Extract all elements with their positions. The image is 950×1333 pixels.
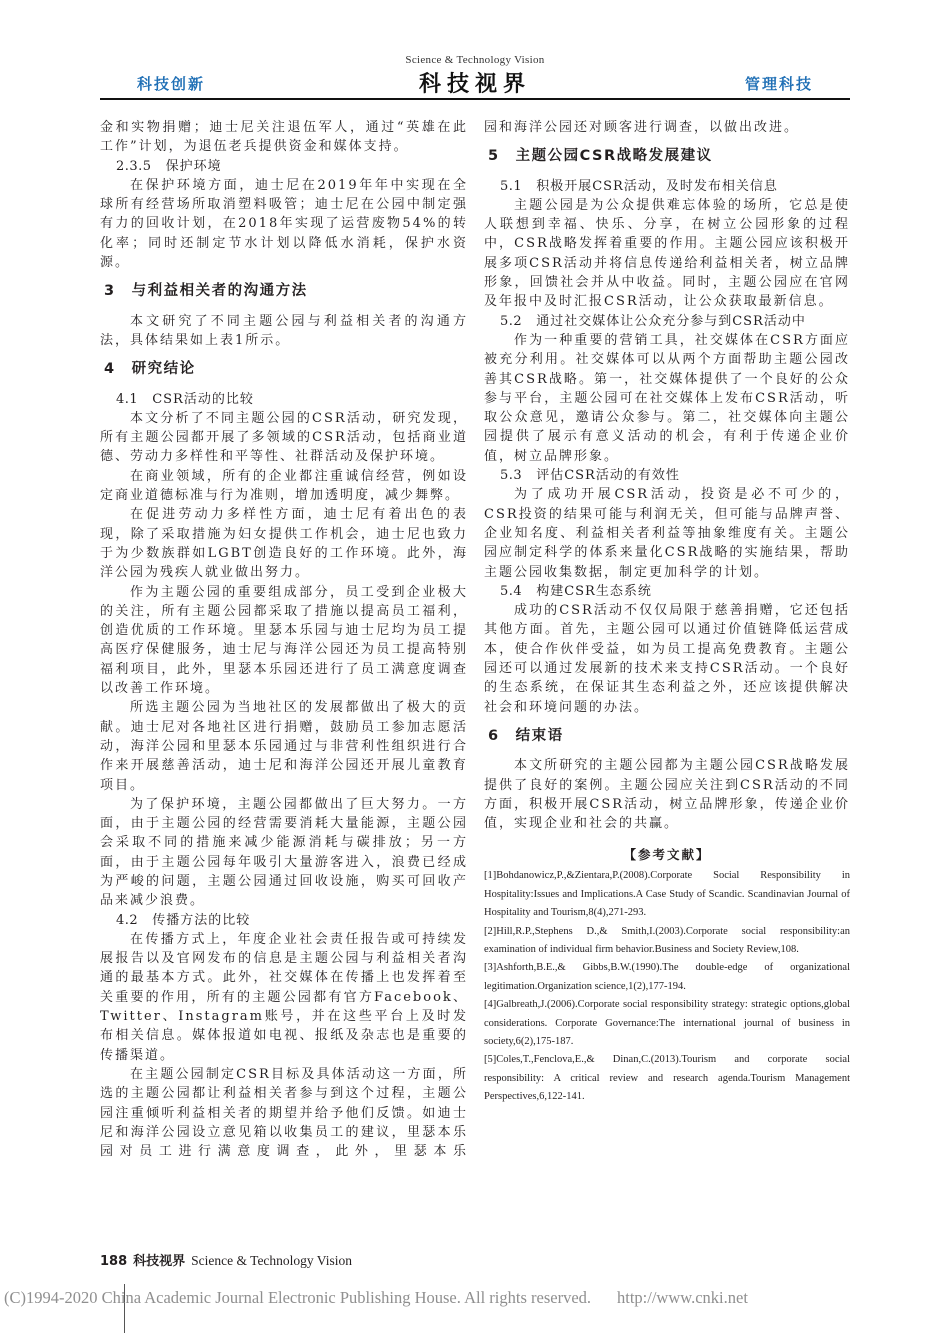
- paragraph-continues: 在主题公园制定CSR目标及具体活动这一方面，所选的主题公园都让利益相关者参与到这个过程，主题公园注重倾听利益相关者的期望并给予他们反馈。如迪士尼和海洋公园设立意见箱以收集员工的建议，里瑟本乐园对员工进行满意度调查，此外，里瑟本乐: [100, 1066, 468, 1160]
- paragraph: 作为主题公园的重要组成部分，员工受到企业极大的关注，所有主题公园都采取了措施以提高员工福利，创造优质的工作环境。里瑟本乐园与迪士尼均为员工提高医疗保健服务，迪士尼与海洋公园还为员工提高特别福利项目，此外，里瑟本乐园还进行了员工满意度调查以改善工作环境。: [100, 584, 468, 697]
- paragraph: 本文研究了不同主题公园与利益相关者的沟通方法，具体结果如上表1所示。: [100, 313, 468, 348]
- reference-item: [1]Bohdanowicz,P.,&Zientara,P.(2008).Corporate Social Responsibility in Hospitality:Issues and Implications.A Case Study of Scandic. Scandinavian Journal of Hospitality and Tourism,8(4),271-293.: [484, 870, 850, 919]
- paragraph: 作为一种重要的营销工具，社交媒体在CSR方面应被充分利用。社交媒体可以从两个方面帮助主题公园改善其CSR战略。第一，社交媒体提供了一个良好的公众参与平台，主题公园可在社交媒体上发布CSR活动，听取公众意见，邀请公众参与。第二，社交媒体向主题公园提供了展示有意义活动的机会，有利于传递企业价值，树立品牌形象。: [484, 332, 850, 464]
- subsection-number: 5.1: [500, 178, 523, 194]
- continued-paragraph: 金和实物捐赠；迪士尼关注退伍军人，通过“英雄在此工作”计划，为退伍老兵提供资金和媒体支持。: [100, 120, 468, 155]
- right-column: [484, 118, 850, 1107]
- page-footer: [100, 1250, 352, 1269]
- section-heading: [100, 282, 468, 301]
- section-3: [100, 282, 468, 350]
- section-title: 结束语: [515, 727, 564, 744]
- watermark-copyright: (C)1994-2020 China Academic Journal Electronic Publishing House. All rights reserved.: [4, 1288, 592, 1307]
- paragraph: 主题公园是为公众提供难忘体验的场所，它总是使人联想到幸福、快乐、分享，在树立公园形象的过程中，CSR战略发挥着重要的作用。主题公园应该积极开展多项CSR活动并将信息传递给利益相关者，树立品牌形象，回馈社会并从中收益。同时，主题公园应在官网及年报中及时汇报CSR活动，让公众获取最新信息。: [484, 197, 850, 310]
- subsection-number: 5.2: [500, 313, 523, 329]
- section-number: 6: [488, 727, 500, 744]
- section-title: 研究结论: [131, 361, 196, 378]
- section-number: 3: [104, 283, 116, 300]
- footer-journal-title: 科技视界: [133, 1254, 186, 1269]
- subsection-title: 通过社交媒体让公众充分参与到CSR活动中: [536, 313, 806, 329]
- subsection-heading: [484, 312, 850, 331]
- continued-paragraph: 园和海洋公园还对顾客进行调查，以做出改进。: [484, 120, 800, 135]
- subsection-title: 评估CSR活动的有效性: [536, 468, 680, 484]
- paragraph: 在促进劳动力多样性方面，迪士尼有着出色的表现，除了采取措施为妇女提供工作机会，迪士尼也致力于为少数族群如LGBT创造良好的工作环境。此外，海洋公园为残疾人就业做出努力。: [100, 507, 468, 581]
- subsection-heading: [484, 582, 850, 601]
- paragraph: 在保护环境方面，迪士尼在2019年年中实现在全球所有经营场所取消塑料吸管；迪士尼在公园中制定强有力的回收计划，在2018年实现了运营废物54%的转化率；同时还制定节水计划以降低水消耗，保护水资源。: [100, 177, 468, 271]
- subsection-number: 5.4: [500, 583, 523, 599]
- paragraph: 为了保护环境，主题公园都做出了巨大努力。一方面，由于主题公园的经营需要消耗大量能源，主题公园会采取不同的措施来减少能源消耗与碳排放；另一方面，由于主题公园每年吸引大量游客进入，浪费已经成为严峻的问题，主题公园通过回收设施，购买可回收产品来减少浪费。: [100, 796, 468, 909]
- paragraph: 为了成功开展CSR活动，投资是必不可少的，CSR投资的结果可能与利润无关，但可能与品牌声誉、企业知名度、利益相关者利益等抽象维度有关。主题公园应制定科学的体系来量化CSR战略的实施结果，帮助主题公园收集数据，制定更加科学的计划。: [484, 487, 850, 580]
- paragraph: 在传播方式上，年度企业社会责任报告或可持续发展报告以及官网发布的信息是主题公园与利益相关者沟通的最基本方式。此外，社交媒体在传播上也发挥着至关重要的作用，所有的主题公园都有官方Facebook、Twitter、Instagram账号，并在这些平台上及时发布相关信息。媒体报道如电视、报纸及杂志也是重要的传播渠道。: [100, 931, 468, 1063]
- paragraph: 本文所研究的主题公园都为主题公园CSR战略发展提供了良好的案例。主题公园应关注到CSR活动的不同方面，积极开展CSR活动，树立品牌形象，传递企业价值，实现企业和社会的共赢。: [484, 758, 850, 832]
- paragraph: 所选主题公园为当地社区的发展都做出了极大的贡献。迪士尼对各地社区进行捐赠，鼓励员工参加志愿活动，海洋公园和里瑟本乐园通过与非营利性组织进行合作来开展慈善活动，迪士尼和海洋公园还开展儿童教育项目。: [100, 700, 468, 793]
- section-heading: [484, 147, 850, 166]
- references: [484, 845, 850, 1106]
- subsection-title: 保护环境: [165, 158, 222, 174]
- header-rule: [100, 98, 850, 100]
- subsection-number: 4.2: [116, 912, 139, 928]
- watermark-url: http://www.cnki.net: [617, 1288, 748, 1307]
- section-title: 主题公园CSR战略发展建议: [515, 148, 713, 165]
- subsection-title: 积极开展CSR活动，及时发布相关信息: [536, 178, 778, 194]
- reference-item: [4]Galbreath,J.(2006).Corporate social responsibility strategy: strategic options,global considerations. Corporate Governance:The international journal of business in society,6(2),175-187.: [484, 999, 850, 1048]
- section-5: [484, 147, 850, 717]
- footer-journal-english: Science & Technology Vision: [191, 1253, 353, 1268]
- section-heading: [100, 360, 468, 379]
- paragraph: 在商业领域，所有的企业都注重诚信经营，例如设定商业道德标准与行为准则，增加透明度，减少舞弊。: [100, 468, 468, 504]
- subsection-number: 4.1: [116, 391, 139, 407]
- section-heading: [484, 727, 850, 746]
- journal-title: 科技视界: [418, 72, 531, 97]
- column-tag-left: 科技创新: [137, 75, 206, 93]
- subsection-title: 构建CSR生态系统: [536, 583, 652, 599]
- reference-item: [3]Ashforth,B.E.,& Gibbs,B.W.(1990).The double-edge of organizational legitimation.Organization science,1(2),177-194.: [484, 962, 850, 992]
- paragraph: 本文分析了不同主题公园的CSR活动，研究发现，所有主题公园都开展了多领域的CSR活动，包括商业道德、劳动力多样性和平等性、社群活动及保护环境。: [100, 410, 468, 465]
- section-title: 与利益相关者的沟通方法: [131, 283, 308, 300]
- subsection-heading: [100, 911, 468, 930]
- journal-english-name: Science & Technology Vision: [405, 54, 545, 66]
- paragraph: 成功的CSR活动不仅仅局限于慈善捐赠，它还包括其他方面。首先，主题公园可以通过价值链降低运营成本，使合作伙伴受益，如为员工提高免费教育。主题公园还可以通过发展新的技术来支持CSR活动。一个良好的生态系统，在保证其生态利益之外，还应该提供解决社会和环境问题的办法。: [484, 603, 850, 715]
- section-6: [484, 727, 850, 833]
- reference-item: [5]Coles,T.,Fenclova,E.,& Dinan,C.(2013).Tourism and corporate social responsibility: A critical review and research agenda.Tourism Management Perspectives,6,122-141.: [484, 1054, 850, 1103]
- references-title: 【参考文献】: [623, 847, 711, 863]
- subsection-number: 5.3: [500, 468, 523, 484]
- subsection-heading: [484, 177, 850, 196]
- section-number: 4: [104, 361, 116, 378]
- subsection-heading: [484, 466, 850, 485]
- section-2-3-5: [100, 157, 468, 273]
- subsection-heading: [100, 390, 468, 409]
- subsection-title: CSR活动的比较: [152, 391, 254, 407]
- section-4: [100, 360, 468, 1161]
- reference-item: [2]Hill,R.P.,Stephens D.,& Smith,I.(2003).Corporate social responsibility:an examination of individual firm behavior.Business and Society Review,108.: [484, 925, 850, 956]
- subsection-number: 2.3.5: [116, 158, 152, 174]
- subsection-title: 传播方法的比较: [152, 912, 251, 928]
- subsection-heading: [100, 157, 468, 176]
- page-number: 188: [100, 1254, 128, 1269]
- copyright-watermark: [4, 1288, 748, 1308]
- section-number: 5: [488, 148, 500, 165]
- column-tag-right: 管理科技: [745, 75, 814, 93]
- left-column: [100, 118, 468, 1161]
